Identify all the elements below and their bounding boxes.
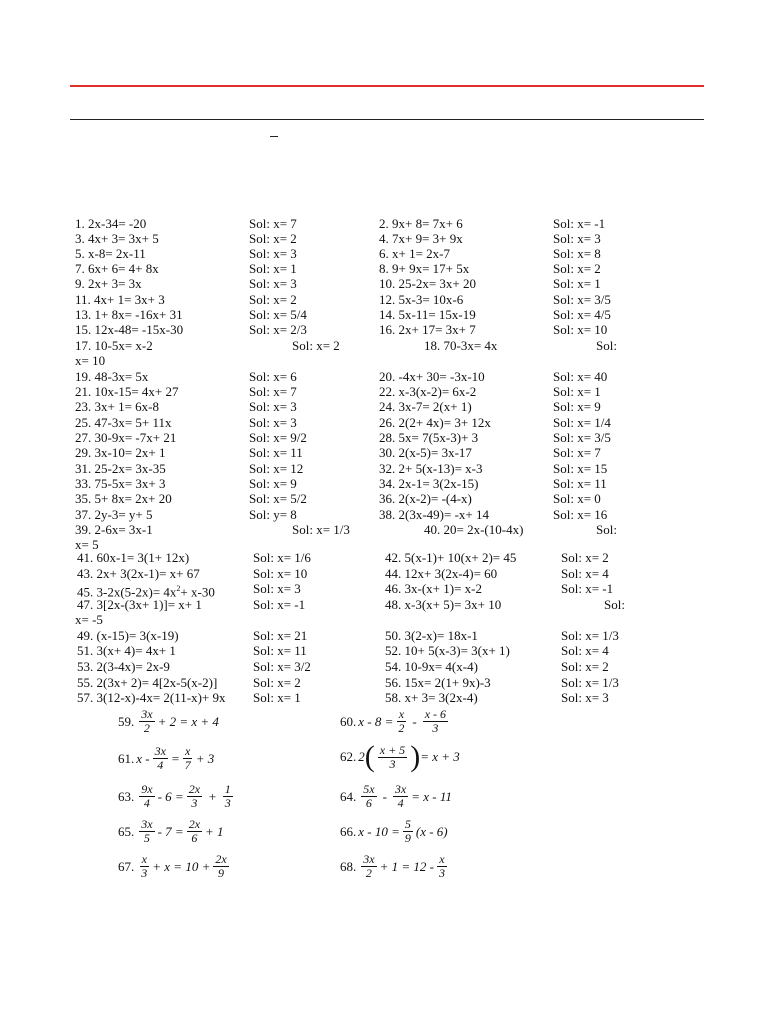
exercise-right-row: 50. 3(2-x)= 18x-1 — [385, 628, 478, 643]
solution-right-row: Sol: x= 4/5 — [553, 307, 611, 322]
exercise-66: 66. x - 10 = $\frac{5}{9}$ (x - 6) — [340, 817, 448, 845]
exercise-row: 19. 48-3x= 5x — [75, 369, 149, 384]
exercise-right-row: 12. 5x-3= 10x-6 — [379, 292, 464, 307]
exercise-40: 40. 20= 2x-(10-4x) — [424, 522, 524, 537]
solution-right-row: Sol: x= 2 — [561, 550, 609, 565]
solution-right-row: Sol: x= 15 — [553, 461, 608, 476]
solution-17: Sol: x= 2 — [292, 338, 340, 353]
solution-right-row: Sol: x= 8 — [553, 246, 601, 261]
solution-right-row: Sol: x= 3 — [553, 231, 601, 246]
header-red-rule — [70, 85, 704, 87]
exercise-right-row: 34. 2x-1= 3(2x-15) — [379, 476, 479, 491]
solution-row: Sol: x= 1 — [253, 690, 301, 705]
exercise-row: 3. 4x+ 3= 3x+ 5 — [75, 231, 159, 246]
exercise-row: 7. 6x+ 6= 4+ 8x — [75, 261, 159, 276]
exercise-right-row: 2. 9x+ 8= 7x+ 6 — [379, 216, 463, 231]
exercise-row: 41. 60x-1= 3(1+ 12x) — [77, 550, 190, 565]
solution-right-row: Sol: x= 1/3 — [561, 628, 619, 643]
exercise-row: 23. 3x+ 1= 6x-8 — [75, 399, 159, 414]
dash-mark — [270, 136, 278, 137]
exercise-59: 59. $\frac{3x}{2}$ + 2 = x + 4 — [118, 707, 219, 735]
exercise-row: 33. 75-5x= 3x+ 3 — [75, 476, 166, 491]
exercise-row: 25. 47-3x= 5+ 11x — [75, 415, 172, 430]
exercise-47: 47. 3[2x-(3x+ 1)]= x+ 1 — [77, 597, 202, 612]
solution-right-row: Sol: x= 9 — [553, 399, 601, 414]
solution-row: Sol: x= 10 — [253, 566, 308, 581]
solution-row: Sol: x= 9/2 — [249, 430, 307, 445]
solution-row: Sol: x= 3 — [249, 276, 297, 291]
solution-row: Sol: x= 3 — [249, 246, 297, 261]
exercise-row: 21. 10x-15= 4x+ 27 — [75, 384, 179, 399]
solution-right-row: Sol: x= 40 — [553, 369, 608, 384]
solution-right-row: Sol: x= 4 — [561, 643, 609, 658]
exercise-63: 63. $\frac{9x}{4}$ - 6 = $\frac{2x}{3}$ + $\frac{1}{3}$ — [118, 782, 231, 810]
solution-right-row: Sol: x= 10 — [553, 322, 608, 337]
solution-right-row: Sol: x= 7 — [553, 445, 601, 460]
exercise-17: 17. 10-5x= x-2 — [75, 338, 153, 353]
solution-row: Sol: x= 21 — [253, 628, 308, 643]
solution-right-row: Sol: x= -1 — [553, 216, 606, 231]
solution-right-row: Sol: x= 3/5 — [553, 292, 611, 307]
exercise-45: 45. $3-2x(5-2x)= 4x^2+ x-30$ — [77, 584, 215, 600]
header-black-rule — [70, 119, 704, 120]
exercise-right-row: 32. 2+ 5(x-13)= x-3 — [379, 461, 483, 476]
exercise-row: 31. 25-2x= 3x-35 — [75, 461, 166, 476]
solution-right-row: Sol: x= 3 — [561, 690, 609, 705]
exercise-68: 68. $\frac{3x}{2}$ + 1 = 12 - $\frac{x}{3}$ — [340, 852, 445, 880]
solution-row: Sol: x= 1 — [249, 261, 297, 276]
solution-row: Sol: x= 9 — [249, 476, 297, 491]
exercise-row: 1. 2x-34= -20 — [75, 216, 147, 231]
solution-row: Sol: x= 2 — [249, 292, 297, 307]
solution-row: Sol: x= 5/2 — [249, 491, 307, 506]
exercise-right-row: 44. 12x+ 3(2x-4)= 60 — [385, 566, 498, 581]
solution-row: Sol: x= 2 — [249, 231, 297, 246]
solution-row: Sol: x= 11 — [249, 445, 303, 460]
exercise-row: 35. 5+ 8x= 2x+ 20 — [75, 491, 172, 506]
solution-row: Sol: x= 7 — [249, 216, 297, 231]
exercise-row: 11. 4x+ 1= 3x+ 3 — [75, 292, 165, 307]
exercise-67: 67. $\frac{x}{3}$ + x = 10 + $\frac{2x}{9}$ — [118, 852, 227, 880]
exercise-right-row: 16. 2x+ 17= 3x+ 7 — [379, 322, 476, 337]
solution-right-row: Sol: x= 1/4 — [553, 415, 611, 430]
solution-47: Sol: x= -1 — [253, 597, 306, 612]
exercise-60: 60. x - 8 = $\frac{x}{2}$ - $\frac{x - 6}{3}$ — [340, 707, 447, 735]
exercise-row: 51. 3(x+ 4)= 4x+ 1 — [77, 643, 176, 658]
solution-right-row: Sol: x= 3/5 — [553, 430, 611, 445]
solution-row: Sol: x= 1/6 — [253, 550, 311, 565]
exercise-right-row: 20. -4x+ 30= -3x-10 — [379, 369, 485, 384]
exercise-right-row: 52. 10+ 5(x-3)= 3(x+ 1) — [385, 643, 510, 658]
exercise-right-row: 24. 3x-7= 2(x+ 1) — [379, 399, 472, 414]
solution-right-row: Sol: x= 1 — [553, 384, 601, 399]
solution-18-value: x= 10 — [75, 353, 106, 368]
exercise-row: 15. 12x-48= -15x-30 — [75, 322, 184, 337]
exercise-61: 61. x - $\frac{3x}{4}$ = $\frac{x}{7}$ + 3 — [118, 744, 215, 772]
solution-right-row: Sol: x= 4 — [561, 566, 609, 581]
exercise-row: 53. 2(3-4x)= 2x-9 — [77, 659, 170, 674]
solution-45: Sol: x= 3 — [253, 581, 301, 596]
solution-40-label: Sol: — [596, 522, 617, 537]
solution-40-value: x= 5 — [75, 537, 99, 552]
exercise-right-row: 8. 9+ 9x= 17+ 5x — [379, 261, 470, 276]
exercise-right-row: 4. 7x+ 9= 3+ 9x — [379, 231, 463, 246]
solution-right-row: Sol: x= 1 — [553, 276, 601, 291]
solution-right-row: Sol: x= 2 — [553, 261, 601, 276]
exercise-right-row: 14. 5x-11= 15x-19 — [379, 307, 476, 322]
solution-right-row: Sol: x= 16 — [553, 507, 608, 522]
solution-row: Sol: x= 2/3 — [249, 322, 307, 337]
solution-right-row: Sol: x= 1/3 — [561, 675, 619, 690]
solution-row: Sol: y= 8 — [249, 507, 297, 522]
solution-row: Sol: x= 3 — [249, 399, 297, 414]
exercise-row: 13. 1+ 8x= -16x+ 31 — [75, 307, 183, 322]
solution-39: Sol: x= 1/3 — [292, 522, 350, 537]
exercise-right-row: 22. x-3(x-2)= 6x-2 — [379, 384, 477, 399]
solution-row: Sol: x= 11 — [253, 643, 307, 658]
exercise-row: 29. 3x-10= 2x+ 1 — [75, 445, 166, 460]
exercise-right-row: 6. x+ 1= 2x-7 — [379, 246, 450, 261]
exercise-right-row: 10. 25-2x= 3x+ 20 — [379, 276, 476, 291]
exercise-right-row: 58. x+ 3= 3(2x-4) — [385, 690, 478, 705]
solution-18-label: Sol: — [596, 338, 617, 353]
exercise-row: 5. x-8= 2x-11 — [75, 246, 146, 261]
solution-row: Sol: x= 3 — [249, 415, 297, 430]
solution-right-row: Sol: x= 11 — [553, 476, 607, 491]
exercise-62: 62. 2 ( $\frac{x + 5}{3}$ ) = x + 3 — [340, 740, 460, 773]
exercise-right-row: 56. 15x= 2(1+ 9x)-3 — [385, 675, 491, 690]
exercise-39: 39. 2-6x= 3x-1 — [75, 522, 153, 537]
exercise-right-row: 36. 2(x-2)= -(4-x) — [379, 491, 472, 506]
exercise-right-row: 38. 2(3x-49)= -x+ 14 — [379, 507, 489, 522]
solution-48-value: x= -5 — [75, 612, 103, 627]
solution-right-row: Sol: x= 0 — [553, 491, 601, 506]
exercise-46: 46. 3x-(x+ 1)= x-2 — [385, 581, 482, 596]
solution-row: Sol: x= 12 — [249, 461, 304, 476]
exercise-right-row: 30. 2(x-5)= 3x-17 — [379, 445, 472, 460]
solution-row: Sol: x= 6 — [249, 369, 297, 384]
solution-row: Sol: x= 7 — [249, 384, 297, 399]
exercise-row: 49. (x-15)= 3(x-19) — [77, 628, 179, 643]
solution-row: Sol: x= 5/4 — [249, 307, 307, 322]
exercise-row: 57. 3(12-x)-4x= 2(11-x)+ 9x — [77, 690, 226, 705]
exercise-right-row: 28. 5x= 7(5x-3)+ 3 — [379, 430, 479, 445]
solution-46: Sol: x= -1 — [561, 581, 614, 596]
exercise-row: 55. 2(3x+ 2)= 4[2x-5(x-2)] — [77, 675, 218, 690]
solution-48-label: Sol: — [604, 597, 625, 612]
exercise-48: 48. x-3(x+ 5)= 3x+ 10 — [385, 597, 502, 612]
solution-row: Sol: x= 3/2 — [253, 659, 311, 674]
exercise-18: 18. 70-3x= 4x — [424, 338, 498, 353]
exercise-right-row: 26. 2(2+ 4x)= 3+ 12x — [379, 415, 491, 430]
exercise-row: 37. 2y-3= y+ 5 — [75, 507, 153, 522]
exercise-row: 43. 2x+ 3(2x-1)= x+ 67 — [77, 566, 200, 581]
solution-right-row: Sol: x= 2 — [561, 659, 609, 674]
exercise-64: 64. $\frac{5x}{6}$ - $\frac{3x}{4}$ = x - 11 — [340, 782, 452, 810]
solution-row: Sol: x= 2 — [253, 675, 301, 690]
exercise-65: 65. $\frac{3x}{5}$ - 7 = $\frac{2x}{6}$ + 1 — [118, 817, 224, 845]
exercise-row: 9. 2x+ 3= 3x — [75, 276, 142, 291]
exercise-row: 27. 30-9x= -7x+ 21 — [75, 430, 177, 445]
exercise-right-row: 54. 10-9x= 4(x-4) — [385, 659, 478, 674]
exercise-right-row: 42. 5(x-1)+ 10(x+ 2)= 45 — [385, 550, 517, 565]
